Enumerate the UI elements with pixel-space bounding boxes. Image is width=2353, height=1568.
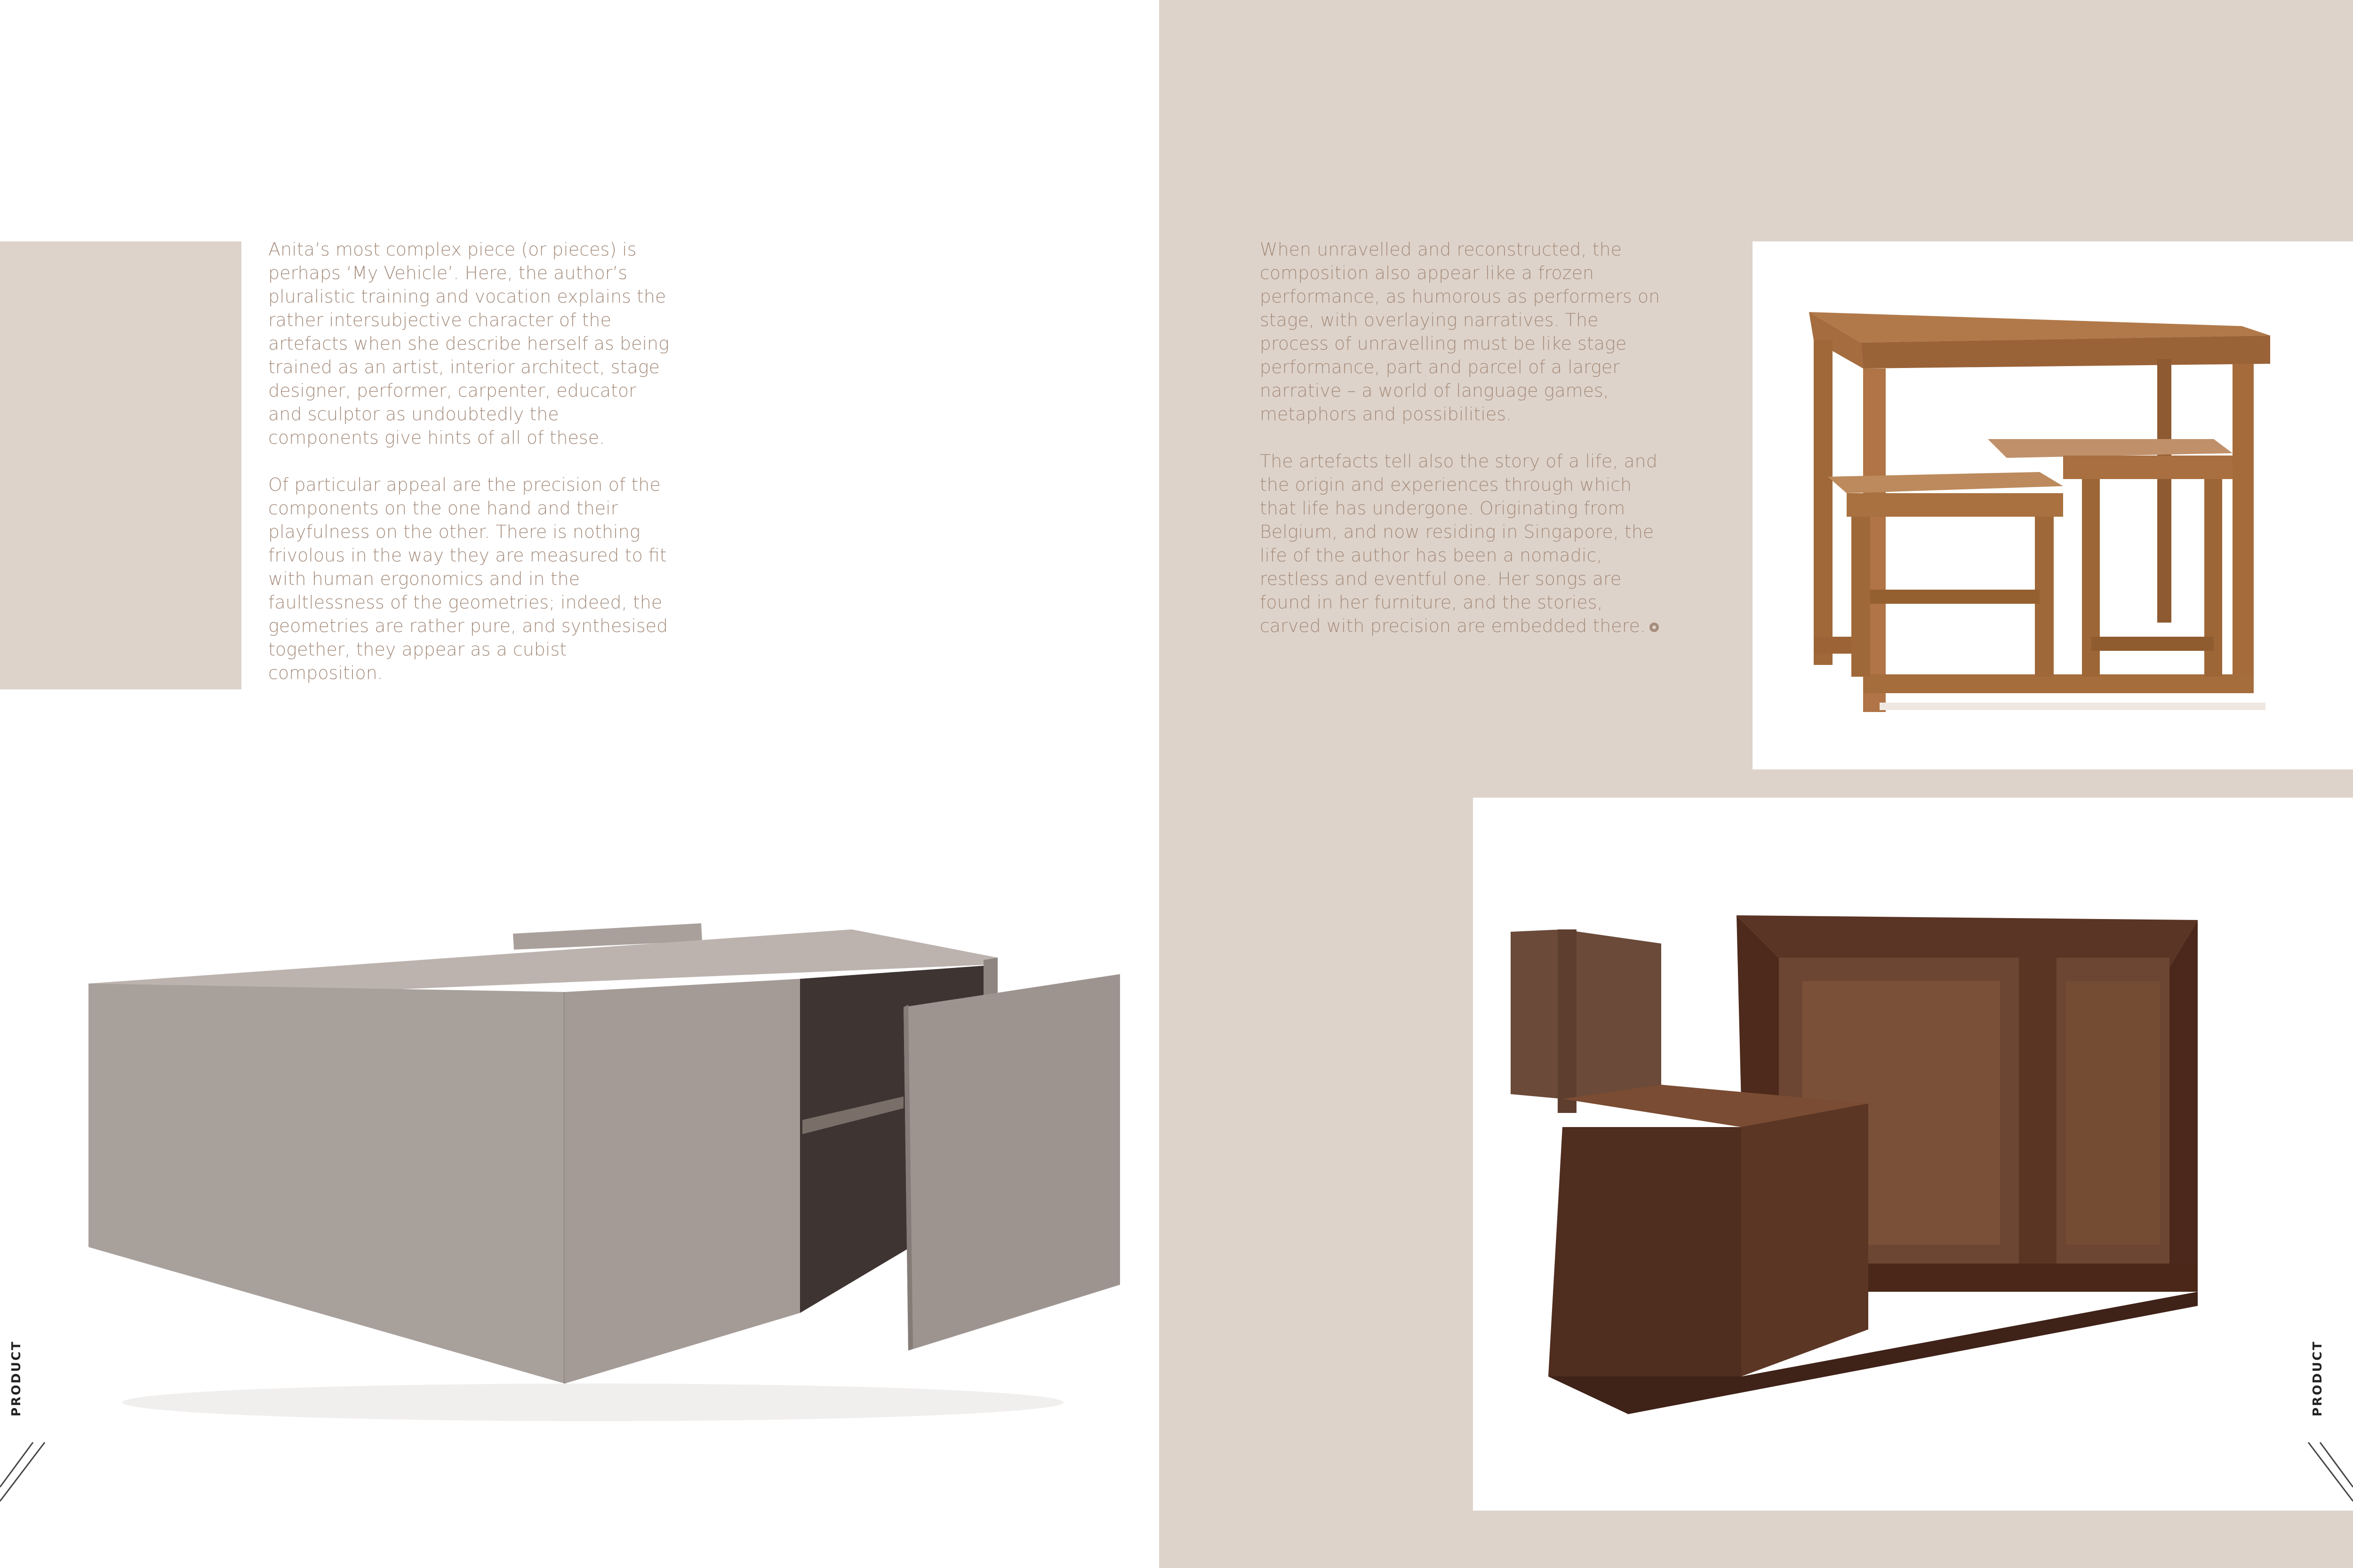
dark-wood-chair-photo	[1511, 906, 2320, 1438]
dark-wood-chair-photo-frame	[1473, 798, 2353, 1511]
grey-cabinet-photo	[75, 913, 1129, 1496]
folio-left: PRODUCT	[9, 1340, 24, 1416]
cabinet-side-section	[565, 979, 800, 1384]
cabinet-open-door	[904, 974, 1120, 1351]
corner-lines-left	[0, 1440, 47, 1506]
teak-table-photo	[1800, 298, 2294, 721]
right-paragraph-1: When unravelled and reconstructed, the composition also appear like a frozen performance, as humorous as performers on stage, with overlaying narratives. The process of unravelling must be like stage performance, part and parcel of a larger narrative – a world of language games, metaphors and possibilities.	[1260, 239, 1660, 424]
right-text-column	[1260, 238, 1665, 661]
right-paragraph-2-text: The artefacts tell also the story of a life, and the origin and experiences through which that life has undergone. Originating from Belgium, and now residing in Singapore, the life of the author has been a nomadic, restless and eventful one. Her songs are found in her furniture, and the stories, carved with precision are embedded there.	[1260, 451, 1657, 636]
left-paragraph-1: Anita’s most complex piece (or pieces) is perhaps ‘My Vehicle’. Here, the author’s pluralistic training and vocation explains the rather intersubjective character of the artefacts when she describe herself as being trained as an artist, interior architect, stage designer, performer, carpenter, educator and sculptor as undoubtedly the components give hints of all of these.	[268, 239, 669, 448]
chair-back	[1511, 929, 1661, 1104]
cabinet-front-face	[88, 984, 565, 1384]
teak-table-photo-frame	[1753, 241, 2353, 769]
decorative-tan-block	[0, 241, 241, 689]
end-mark-icon	[1649, 623, 1659, 632]
folio-right: PRODUCT	[2311, 1340, 2325, 1416]
right-paragraph-2	[1260, 449, 1665, 638]
corner-lines-right	[2306, 1440, 2353, 1506]
left-paragraph-2: Of particular appeal are the precision of the components on the one hand and their playfulness on the other. There is nothing frivolous in the way they are measured to fit with human ergonomics and in the faultlessness of the geometries; indeed, the geometries are rather pure, and synthesised together, they appear as a cubist composition.	[268, 474, 668, 683]
left-text-column	[268, 238, 673, 708]
